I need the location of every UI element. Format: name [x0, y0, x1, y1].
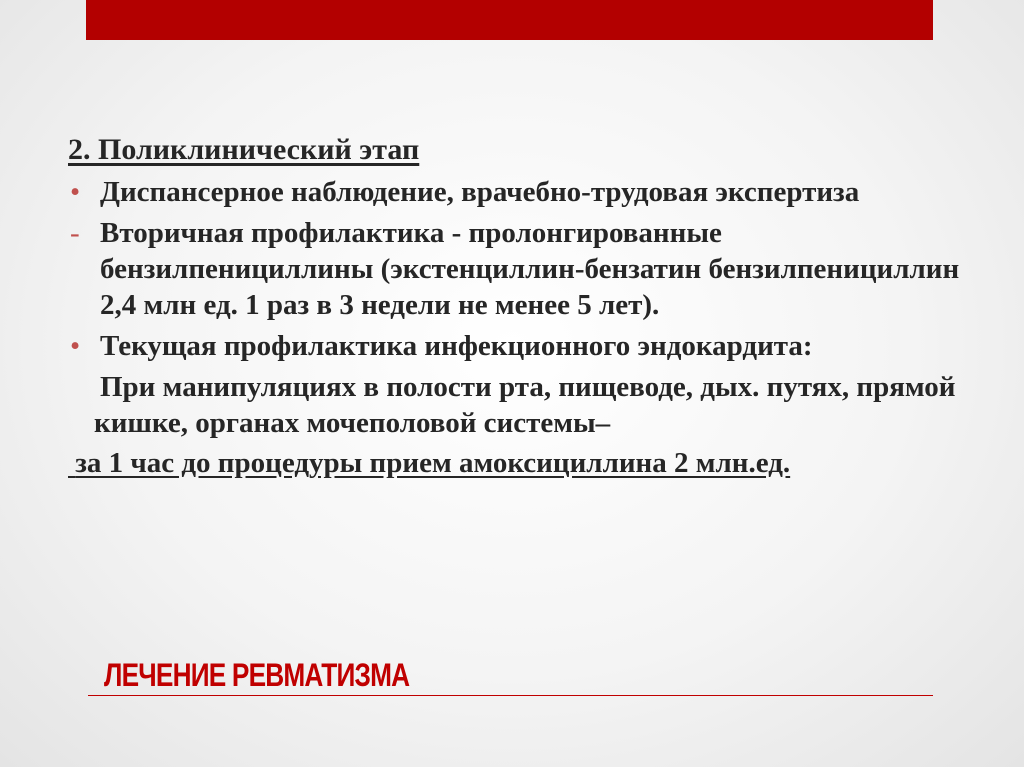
list-item — [68, 215, 968, 323]
dosage-instruction-text: за 1 час до процедуры прием амоксициллина 2 млн.ед. — [75, 447, 791, 479]
footer-title: ЛЕЧЕНИЕ РЕВМАТИЗМА — [104, 657, 410, 693]
list-item-text: Вторичная профилактика - пролонгированные бензилпенициллины (экстенциллин-бензатин бензилпенициллин 2,4 млн ед. 1 раз в 3 недели не менее 5 лет). — [100, 217, 960, 321]
bullet-icon: • — [70, 330, 81, 362]
top-accent-bar — [86, 0, 933, 40]
dash-icon: - — [70, 217, 80, 249]
manipulation-text: При манипуляциях в полости рта, пищеводе, дых. путях, прямой кишке, органах мочеполовой системы– — [94, 371, 956, 439]
list-item-text: Диспансерное наблюдение, врачебно-трудовая экспертиза — [100, 176, 860, 208]
dosage-instruction — [68, 445, 968, 481]
footer-title-bar — [88, 659, 933, 696]
bullet-icon: • — [70, 176, 81, 208]
list-item — [68, 174, 968, 210]
slide-heading: 2. Поликлинический этап — [68, 133, 420, 166]
list-item-text: Текущая профилактика инфекционного эндокардита: — [100, 330, 813, 362]
list-item — [68, 328, 968, 364]
slide-content — [68, 132, 968, 481]
